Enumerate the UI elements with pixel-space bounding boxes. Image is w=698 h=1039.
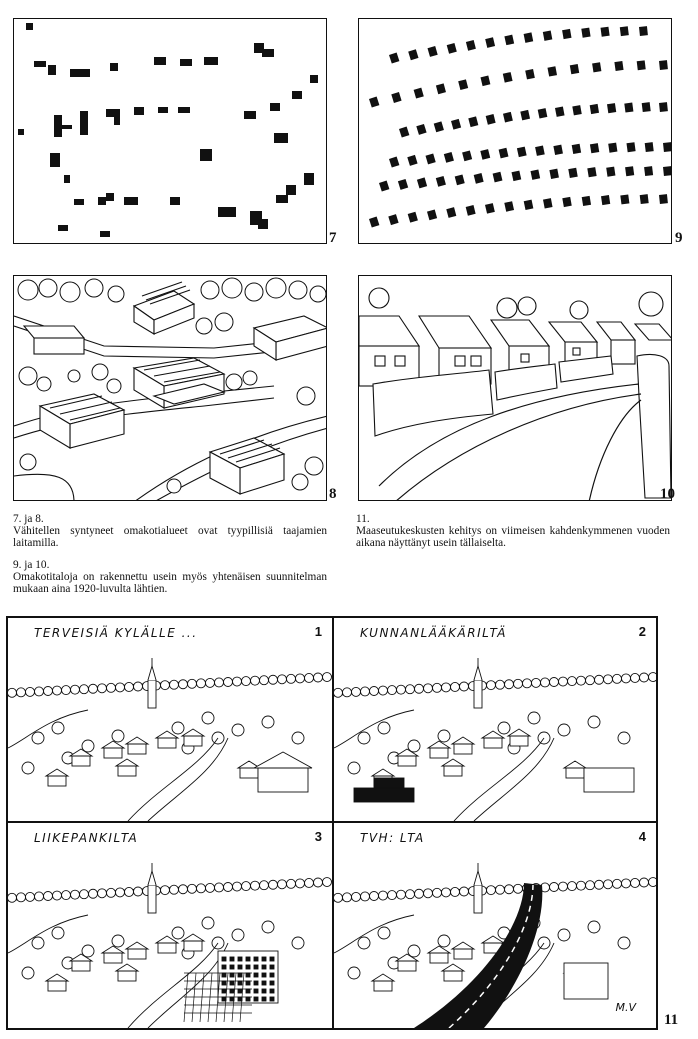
village-scene-1 <box>8 618 332 821</box>
figure-9-plan <box>358 18 672 244</box>
caption-7-8 <box>13 513 327 549</box>
comic-panel-2 <box>334 618 656 823</box>
caption-7-8-number: 7. ja 8. <box>13 513 44 525</box>
comic-panel-1-title: TERVEISIÄ KYLÄLLE ... <box>34 626 198 640</box>
figure-7-plan <box>13 18 327 244</box>
aerial-houses-drawing <box>14 276 327 501</box>
street-view-drawing <box>359 276 672 501</box>
comic-panel-4 <box>334 823 656 1028</box>
figure-8-illustration <box>13 275 327 501</box>
comic-panel-4-number: 4 <box>638 829 646 844</box>
caption-9-10 <box>13 559 327 595</box>
caption-9-10-number: 9. ja 10. <box>13 559 50 571</box>
figure-number-8: 8 <box>329 486 337 502</box>
figure-number-7: 7 <box>329 230 337 246</box>
comic-panel-4-title: TVH: LTA <box>360 831 425 845</box>
caption-11-text: Maaseutukeskusten kehitys on viimeisen kahdenkymmenen vuoden aikana näyttänyt usein tällaiselta. <box>356 525 670 549</box>
figure-number-10: 10 <box>660 486 675 502</box>
village-scene-2 <box>334 618 656 821</box>
comic-panel-3 <box>8 823 334 1028</box>
village-scene-3 <box>8 823 332 1028</box>
caption-9-10-text: Omakotitaloja on rakennettu usein myös yhtenäisen suunnitelman mukaan aina 1920-luvulta lähtien. <box>13 571 327 595</box>
scattered-houses-plan <box>14 19 327 244</box>
figure-11-comic <box>6 616 658 1030</box>
comic-panel-2-number: 2 <box>638 624 646 639</box>
figure-number-11: 11 <box>664 1012 679 1028</box>
figure-number-9: 9 <box>675 230 683 246</box>
comic-panel-1 <box>8 618 334 823</box>
comic-panel-3-number: 3 <box>314 829 322 844</box>
figure-10-illustration <box>358 275 672 501</box>
village-scene-4 <box>334 823 656 1028</box>
planned-rows-plan <box>359 19 672 244</box>
caption-11-number: 11. <box>356 513 370 525</box>
caption-11 <box>356 513 670 549</box>
comic-panel-2-title: KUNNANLÄÄKÄRILTÄ <box>360 626 507 640</box>
artist-signature: M.V <box>615 1001 636 1014</box>
comic-panel-3-title: LIIKEPANKILTA <box>34 831 139 845</box>
comic-panel-1-number: 1 <box>314 624 322 639</box>
caption-7-8-text: Vähitellen syntyneet omakotialueet ovat tyypillisiä taajamien laitamilla. <box>13 525 327 549</box>
